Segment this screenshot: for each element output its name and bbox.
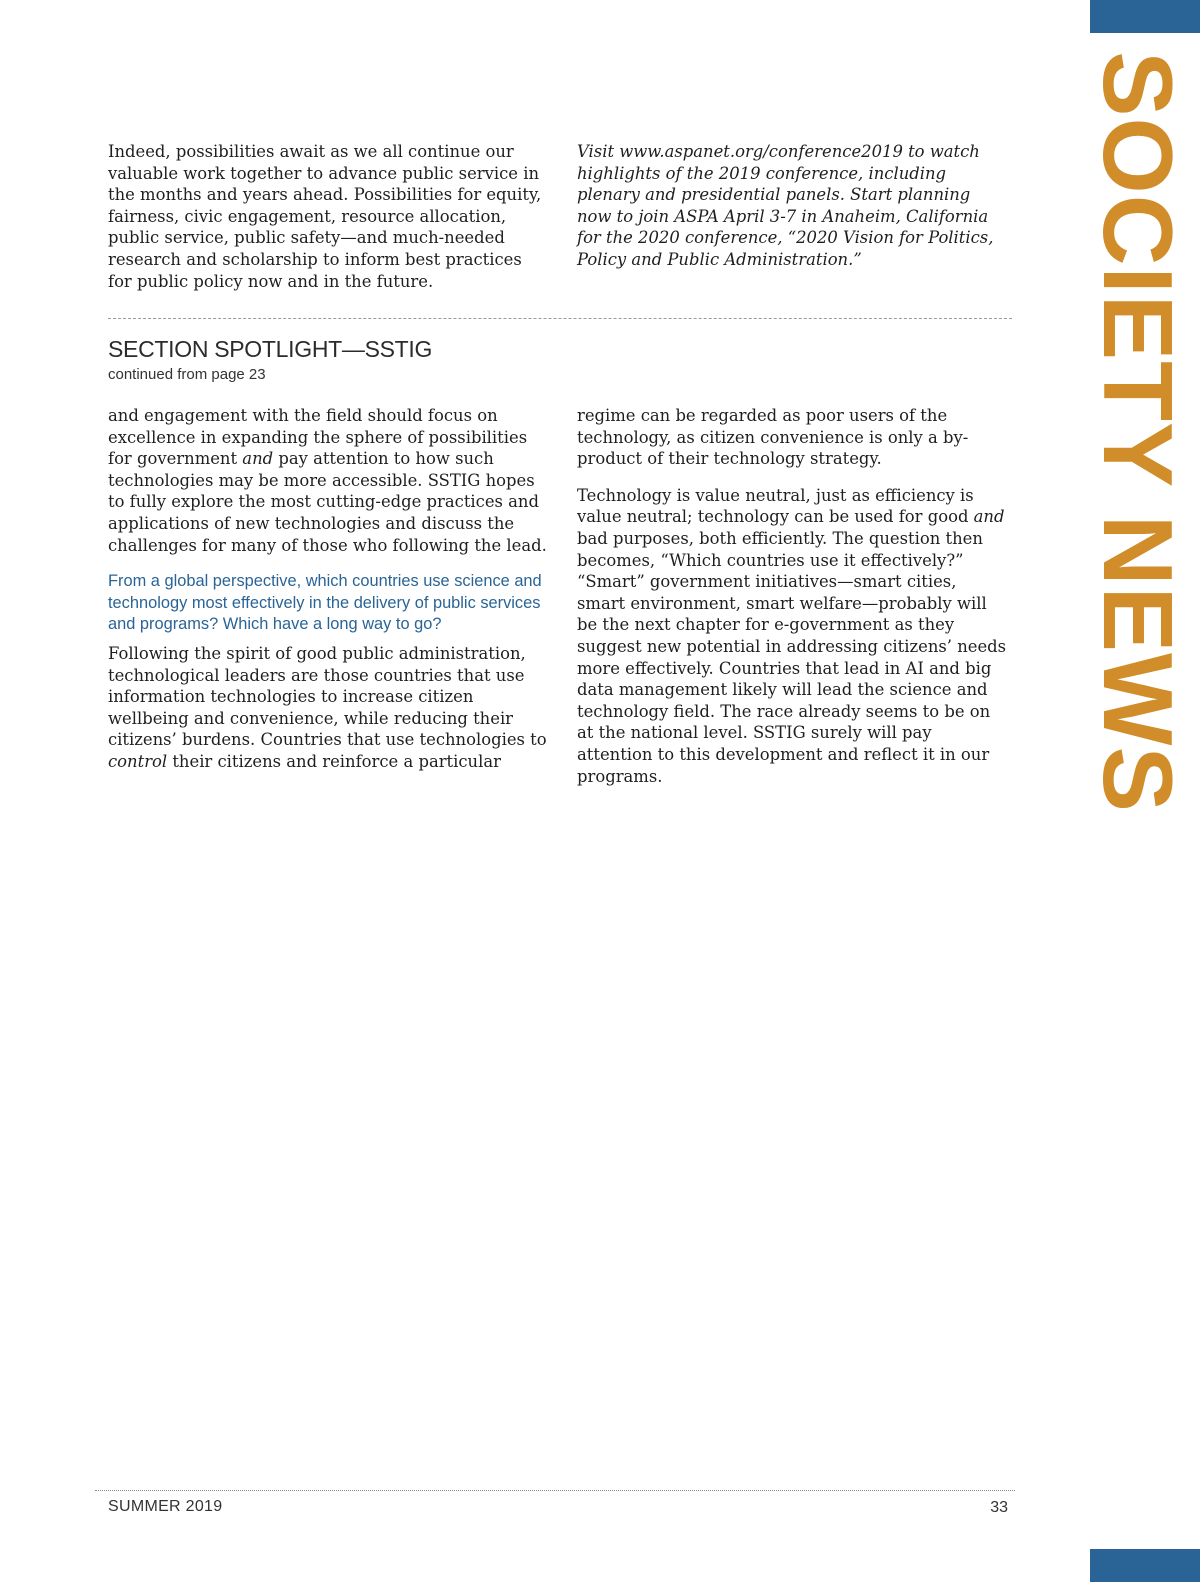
article-paragraph-4: Technology is value neutral, just as efficiency is value neutral; technology can be used for good and bad purposes, both efficiently. The question then becomes, “Which countries use it effectively?” “Smart” government initiatives—smart cities, smart environment, smart welfare—probably will be the next chapter for e-government as they suggest new potential in addressing citizens’ needs more effectively. Countries that lead in AI and big data management likely will lead the science and technology field. The race already seems to be on at the national level. SSTIG surely will pay attention to this development and reflect it in our programs. [577,485,1007,786]
section-side-title: SOCIETY NEWS [1083,51,1193,813]
footer-page-number: 33 [990,1499,1008,1516]
footer-issue: SUMMER 2019 [108,1498,223,1515]
side-bar-top-accent [1090,0,1200,33]
article-left-column [108,405,548,773]
conference-note: Visit www.aspanet.org/conference2019 to watch highlights of the 2019 conference, including plenary and presidential panels. Start planning now to join ASPA April 3-7 in Anaheim, California for the 2020 conference, “2020 Vision for Politics, Policy and Public Administration.” [577,142,994,269]
interview-question: From a global perspective, which countries use science and technology most effectively in the delivery of public services and programs? Which have a long way to go? [108,572,542,634]
article-paragraph-2: Following the spirit of good public administration, technological leaders are those countries that use information technologies to increase citizen wellbeing and convenience, while reducing their citizens’ burdens. Countries that use technologies to control their citizens and reinforce a particular [108,643,547,771]
article-right-column [577,405,1009,787]
article-paragraph-1: and engagement with the field should focus on excellence in expanding the sphere of possibilities for government and pay attention to how such technologies may be more accessible. SSTIG hopes to fully explore the most cutting-edge practices and applications of new technologies and discuss the challenges for many of those who following the lead. [108,406,547,555]
side-bar-bottom-accent [1090,1549,1200,1582]
top-left-column [108,141,548,292]
top-right-column [577,141,1007,271]
footer-rule [95,1490,1015,1491]
section-divider [108,318,1012,319]
closing-paragraph: Indeed, possibilities await as we all continue our valuable work together to advance public service in the months and years ahead. Possibilities for equity, fairness, civic engagement, resource allocation, public service, public safety—and much-needed research and scholarship to inform best practices for public policy now and in the future. [108,142,542,291]
section-heading: SECTION SPOTLIGHT—SSTIG [108,336,433,362]
section-subheading: continued from page 23 [108,366,266,383]
article-paragraph-3: regime can be regarded as poor users of the technology, as citizen convenience is only a by-product of their technology strategy. [577,406,969,469]
